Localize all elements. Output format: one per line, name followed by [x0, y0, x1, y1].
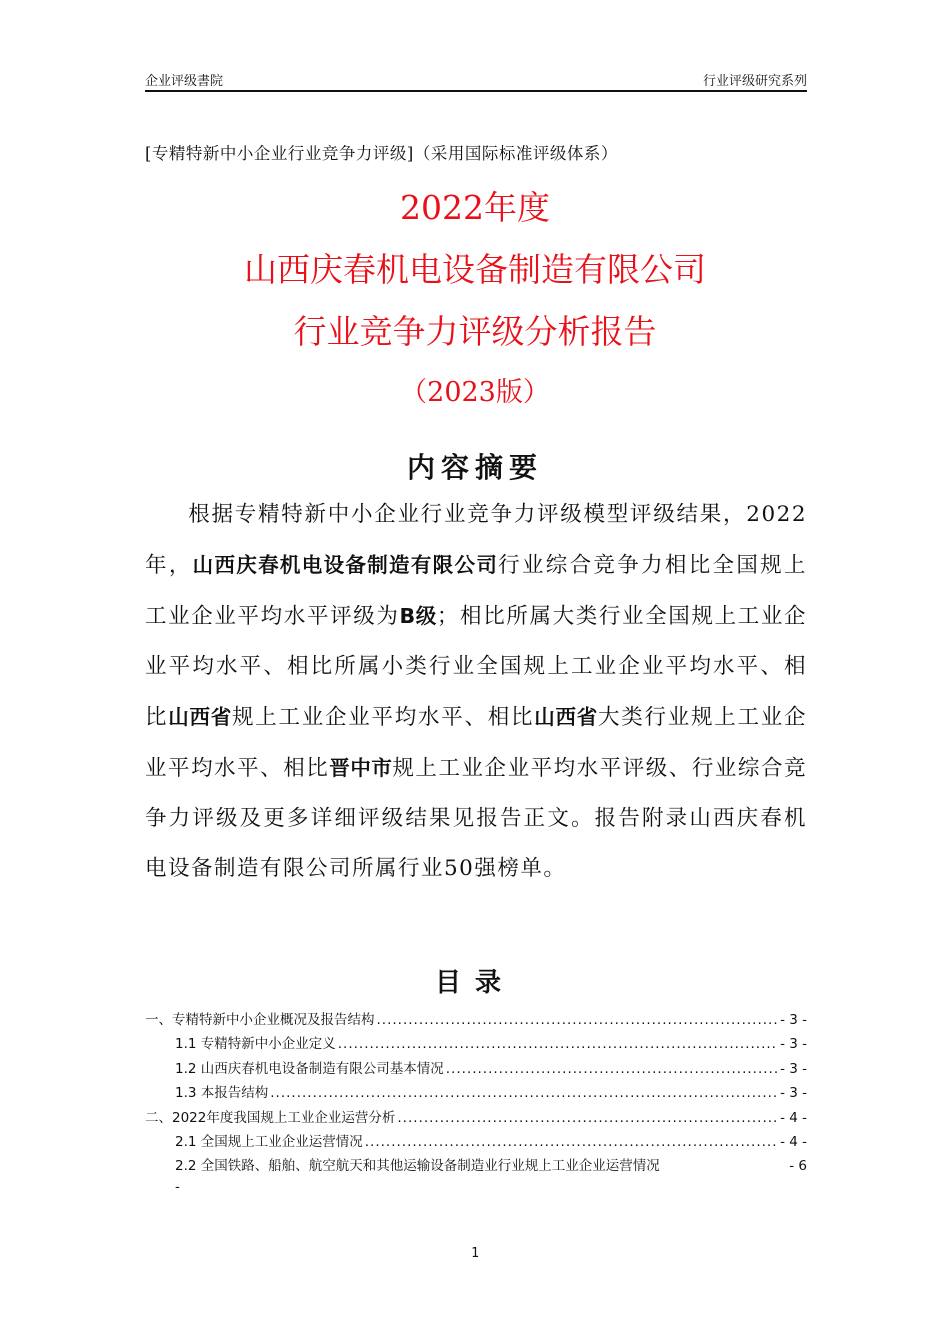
toc-dot-leader [377, 1012, 779, 1028]
toc-entry-page: - 4 - [780, 1109, 807, 1126]
company-name-bold: 山西庆春机电设备制造有限公司 [192, 553, 499, 577]
toc-entry-page: - 6 [789, 1158, 807, 1175]
toc-entry[interactable] [145, 1154, 807, 1178]
toc-dot-leader [270, 1085, 778, 1101]
toc-entry-page: - 3 - [780, 1060, 807, 1077]
toc-entry[interactable] [145, 1081, 807, 1105]
city-bold: 晋中市 [329, 756, 393, 780]
abstract-text: 大类行业规上工业企业平均水平、相比 [145, 705, 807, 781]
toc-dot-leader [365, 1134, 778, 1150]
province-bold: 山西省 [534, 705, 598, 729]
abstract-text: 行业综合竞争力相比全国规上工业企业平均水平评级为 [145, 553, 807, 629]
toc-dot-leader [397, 1110, 778, 1126]
toc-entry-label: 2.1 全国规上工业企业运营情况 [175, 1133, 363, 1150]
toc-entry-label: 2.2 全国铁路、船舶、航空航天和其他运输设备制造业行业规上工业企业运营情况 [175, 1158, 660, 1175]
abstract-text: ；相比所属大类行业全国规上工业企业平均水平、相比所属小类行业全国规上工业企业平均水平、相比 [145, 604, 807, 730]
toc-entry-label: 二、2022年度我国规上工业企业运营分析 [145, 1109, 396, 1126]
title-company: 山西庆春机电设备制造有限公司 [244, 250, 706, 289]
toc-entry-page: - 4 - [780, 1133, 807, 1150]
province-bold: 山西省 [168, 705, 232, 729]
title-year: 2022年度 [400, 188, 550, 227]
toc-entry[interactable] [145, 1032, 807, 1056]
toc-entry[interactable] [145, 1008, 807, 1032]
abstract-heading: 内容摘要 [406, 451, 543, 484]
rating-grade-bold: B级 [399, 604, 437, 628]
toc-entry[interactable] [145, 1057, 807, 1081]
toc-entry-page: - 3 - [780, 1036, 807, 1053]
abstract-text: 规上工业企业平均水平评级、行业综合竞争力评级及更多详细评级结果见报告正文。报告附录山西庆春机电设备制造有限公司所属行业50强榜单。 [145, 756, 807, 881]
abstract-paragraph [145, 490, 807, 894]
toc-entry-page: - 3 - [780, 1012, 807, 1028]
toc-dot-leader [338, 1036, 778, 1052]
toc-entry-page: - 3 - [780, 1085, 807, 1102]
toc-entry[interactable] [145, 1106, 807, 1130]
header-publisher: 企业评级書院 [145, 74, 224, 89]
title-edition: （2023版） [400, 377, 550, 408]
abstract-text: 根据专精特新中小企业行业竞争力评级模型评级结果，2022年， [145, 502, 807, 578]
page-number: 1 [471, 1246, 479, 1261]
toc-entry-page-continuation: - [175, 1178, 180, 1195]
toc-entry-label: 一、专精特新中小企业概况及报告结构 [145, 1012, 375, 1028]
report-category: [专精特新中小企业行业竞争力评级]（采用国际标准评级体系） [145, 144, 618, 163]
toc-entry-label: 1.2 山西庆春机电设备制造有限公司基本情况 [175, 1060, 444, 1077]
table-of-contents [145, 1008, 807, 1203]
toc-entry[interactable] [145, 1130, 807, 1154]
header-series: 行业评级研究系列 [702, 74, 807, 89]
page-header [145, 68, 807, 92]
toc-entry-label: 1.1 专精特新中小企业定义 [175, 1036, 336, 1053]
title-report-name: 行业竞争力评级分析报告 [293, 312, 657, 351]
toc-entry-label: 1.3 本报告结构 [175, 1085, 269, 1102]
toc-heading: 目录 [434, 968, 515, 998]
toc-dot-leader [446, 1061, 778, 1077]
abstract-text: 规上工业企业平均水平、相比 [232, 705, 535, 730]
